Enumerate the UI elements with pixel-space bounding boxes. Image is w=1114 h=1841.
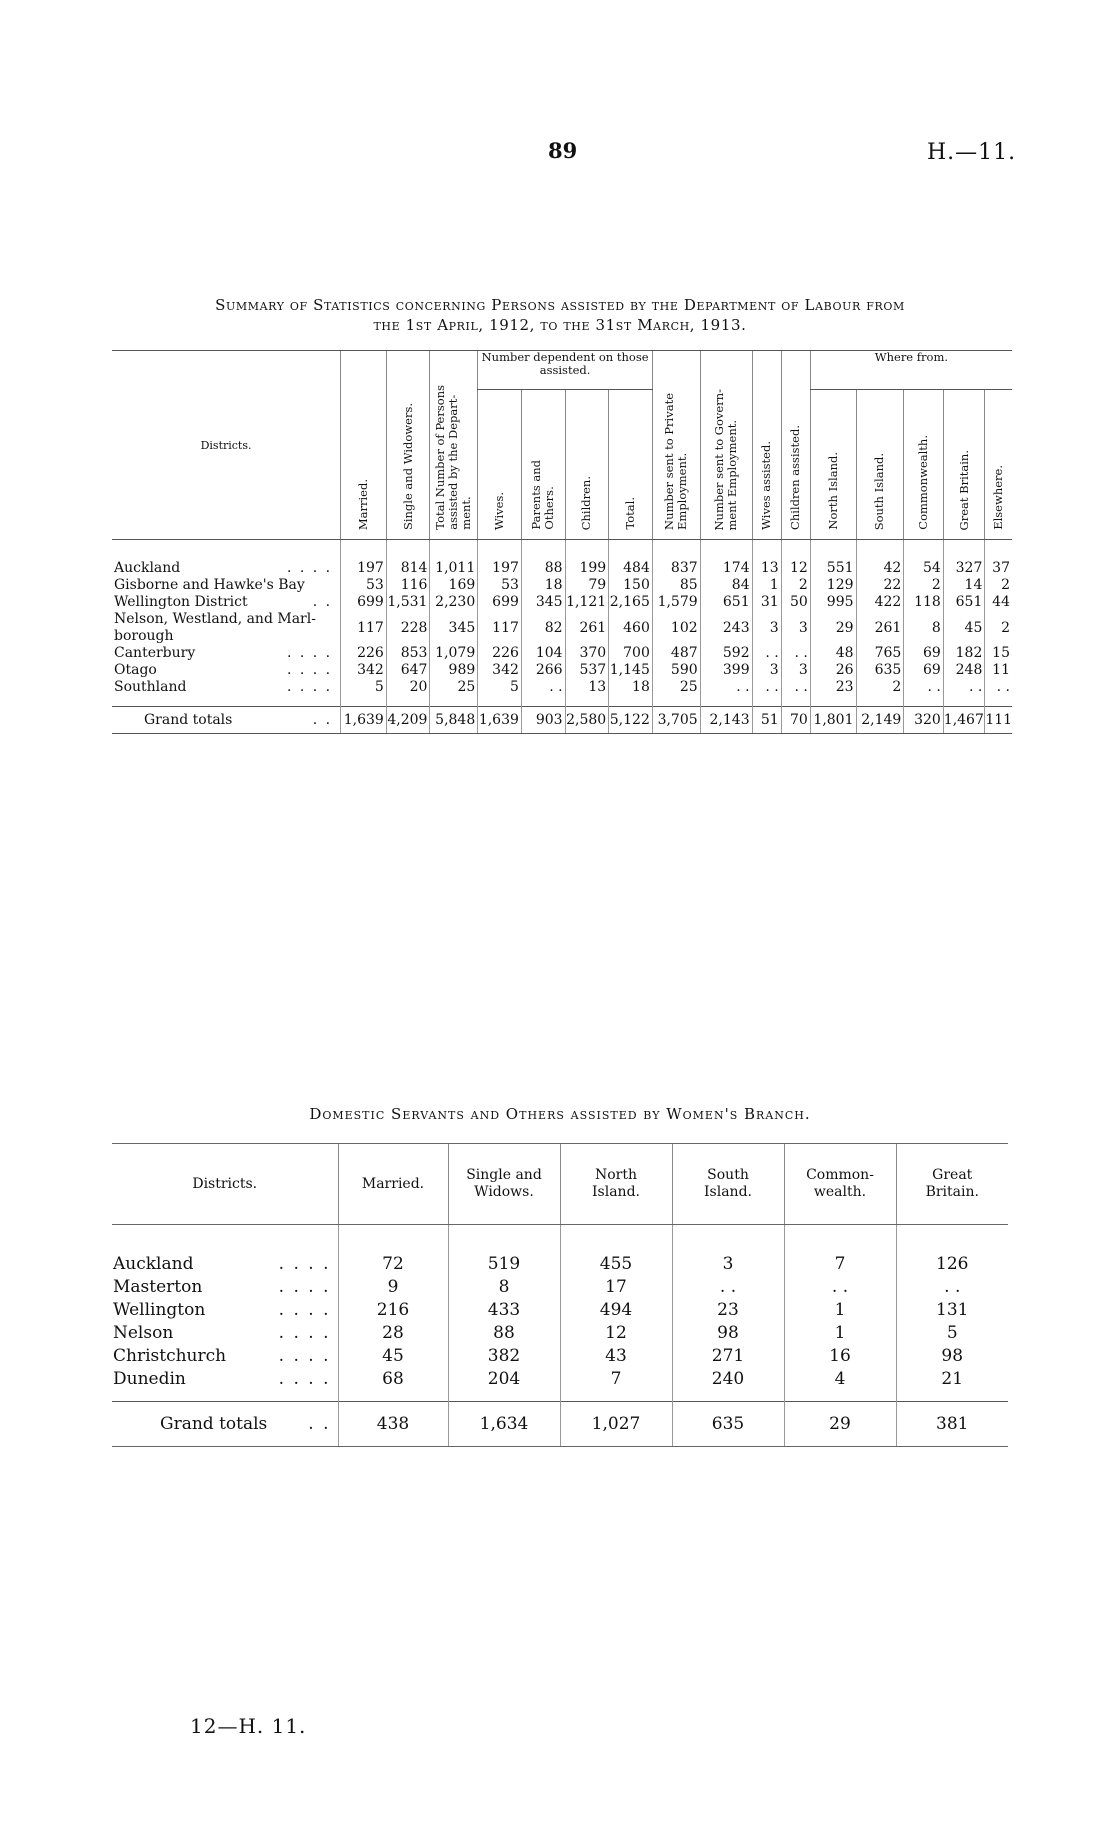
district-label: Masterton — [113, 1277, 203, 1297]
value-cell: 12 — [560, 1322, 672, 1345]
value-cell: 2,149 — [856, 707, 904, 734]
table-row — [112, 560, 1012, 577]
value-cell: 16 — [784, 1345, 896, 1368]
value-cell: 2,165 — [609, 594, 653, 611]
value-cell: 98 — [672, 1322, 784, 1345]
leader-dots: . . . . — [278, 1277, 331, 1297]
table-row — [112, 662, 1012, 679]
value-cell: 15 — [985, 645, 1012, 662]
value-cell: 131 — [896, 1299, 1008, 1322]
value-cell: 1,079 — [430, 645, 478, 662]
value-cell: 261 — [856, 611, 904, 645]
header-where-from-group: Where from. — [810, 351, 1012, 390]
value-cell: 18 — [521, 577, 565, 594]
header-wives-assisted: Wives assisted. — [752, 351, 781, 540]
value-cell: 43 — [560, 1345, 672, 1368]
leader-dots: . . . . — [286, 679, 333, 695]
value-cell: 216 — [338, 1299, 448, 1322]
district-label: Nelson — [113, 1323, 174, 1343]
value-cell: 2,230 — [430, 594, 478, 611]
grand-totals-row — [112, 1402, 1008, 1447]
value-cell: 765 — [856, 645, 904, 662]
leader-dots: . . . . — [278, 1254, 331, 1274]
value-cell: 25 — [652, 679, 700, 696]
value-cell: 85 — [652, 577, 700, 594]
value-cell: 42 — [856, 560, 904, 577]
value-cell: 537 — [565, 662, 609, 679]
domestic-servants-table — [112, 1143, 1008, 1447]
value-cell: 382 — [448, 1345, 560, 1368]
value-cell: 228 — [386, 611, 430, 645]
value-cell: 3 — [752, 662, 781, 679]
value-cell: . . — [700, 679, 752, 696]
district-label: Nelson, Westland, and Marl-borough — [114, 611, 316, 644]
value-cell: 197 — [478, 560, 522, 577]
value-cell: 98 — [896, 1345, 1008, 1368]
value-cell: 903 — [521, 707, 565, 734]
value-cell: 5 — [478, 679, 522, 696]
value-cell: 460 — [609, 611, 653, 645]
value-cell: 635 — [672, 1402, 784, 1447]
value-cell: 837 — [652, 560, 700, 577]
value-cell: 17 — [560, 1276, 672, 1299]
district-label: Wellington — [113, 1300, 206, 1320]
column-header: Districts. — [112, 1144, 338, 1225]
value-cell: 68 — [338, 1368, 448, 1391]
value-cell: 69 — [904, 645, 943, 662]
table-row — [112, 1276, 1008, 1299]
district-cell — [112, 560, 341, 577]
value-cell: 5 — [896, 1322, 1008, 1345]
value-cell: 37 — [985, 560, 1012, 577]
header-children-assisted: Children assisted. — [781, 351, 810, 540]
value-cell: 1,579 — [652, 594, 700, 611]
header-total-persons: Total Number of Persons assisted by the Depart- ment. — [430, 351, 478, 540]
value-cell: 651 — [943, 594, 985, 611]
table2-title: Domestic Servants and Others assisted by Women's Branch. — [309, 1105, 811, 1123]
header-commonwealth: Commonwealth. — [904, 390, 943, 540]
value-cell: 31 — [752, 594, 781, 611]
leader-dots: . . . . — [286, 662, 333, 678]
table-row — [112, 645, 1012, 662]
header-wives: Wives. — [478, 390, 522, 540]
table1-title-line1: Summary of Statistics concerning Persons assisted by the Department of Labour from — [215, 296, 905, 314]
district-cell — [112, 1368, 338, 1391]
value-cell: 7 — [784, 1253, 896, 1276]
value-cell: 699 — [478, 594, 522, 611]
value-cell: 4,209 — [386, 707, 430, 734]
value-cell: 69 — [904, 662, 943, 679]
value-cell: 117 — [341, 611, 387, 645]
value-cell: 345 — [430, 611, 478, 645]
value-cell: 1,027 — [560, 1402, 672, 1447]
value-cell: 494 — [560, 1299, 672, 1322]
column-header: North Island. — [560, 1144, 672, 1225]
value-cell: 1,801 — [810, 707, 856, 734]
value-cell: . . — [784, 1276, 896, 1299]
value-cell: 70 — [781, 707, 810, 734]
value-cell: 2 — [985, 611, 1012, 645]
value-cell: 1,531 — [386, 594, 430, 611]
value-cell: 2,143 — [700, 707, 752, 734]
value-cell: 54 — [904, 560, 943, 577]
spacer-row — [112, 696, 1012, 707]
value-cell: 3,705 — [652, 707, 700, 734]
value-cell: 2,580 — [565, 707, 609, 734]
value-cell: 989 — [430, 662, 478, 679]
district-label: Wellington District — [114, 594, 248, 610]
value-cell: 345 — [521, 594, 565, 611]
header-married: Married. — [341, 351, 387, 540]
value-cell: 248 — [943, 662, 985, 679]
value-cell: 14 — [943, 577, 985, 594]
value-cell: 635 — [856, 662, 904, 679]
value-cell: 438 — [338, 1402, 448, 1447]
value-cell: 1,639 — [341, 707, 387, 734]
value-cell: 261 — [565, 611, 609, 645]
value-cell: 51 — [752, 707, 781, 734]
value-cell: 487 — [652, 645, 700, 662]
value-cell: 2 — [781, 577, 810, 594]
value-cell: 28 — [338, 1322, 448, 1345]
value-cell: 271 — [672, 1345, 784, 1368]
district-label: Auckland — [113, 1254, 194, 1274]
value-cell: 1 — [752, 577, 781, 594]
header-great-britain: Great Britain. — [943, 390, 985, 540]
value-cell: 20 — [386, 679, 430, 696]
district-label: Dunedin — [113, 1369, 186, 1389]
value-cell: 3 — [781, 611, 810, 645]
value-cell: 23 — [672, 1299, 784, 1322]
value-cell: 5,848 — [430, 707, 478, 734]
value-cell: 2 — [985, 577, 1012, 594]
value-cell: 455 — [560, 1253, 672, 1276]
value-cell: 79 — [565, 577, 609, 594]
value-cell: 1,467 — [943, 707, 985, 734]
value-cell: 1 — [784, 1322, 896, 1345]
value-cell: 1,145 — [609, 662, 653, 679]
leader-dots: . . . . — [278, 1300, 331, 1320]
leader-dots: . . . . — [286, 560, 333, 576]
value-cell: 1,121 — [565, 594, 609, 611]
value-cell: 4 — [784, 1368, 896, 1391]
value-cell: 7 — [560, 1368, 672, 1391]
value-cell: 226 — [478, 645, 522, 662]
value-cell: 1 — [784, 1299, 896, 1322]
spacer-row — [112, 540, 1012, 561]
value-cell: 551 — [810, 560, 856, 577]
value-cell: . . — [943, 679, 985, 696]
value-cell: 266 — [521, 662, 565, 679]
value-cell: 327 — [943, 560, 985, 577]
district-cell — [112, 1402, 338, 1447]
value-cell: 48 — [810, 645, 856, 662]
value-cell: 82 — [521, 611, 565, 645]
district-label: Christchurch — [113, 1346, 227, 1366]
value-cell: 11 — [985, 662, 1012, 679]
value-cell: 5,122 — [609, 707, 653, 734]
value-cell: 8 — [448, 1276, 560, 1299]
value-cell: 2 — [856, 679, 904, 696]
district-cell — [112, 577, 341, 594]
value-cell: 590 — [652, 662, 700, 679]
leader-dots: . . . . — [278, 1346, 331, 1366]
value-cell: 18 — [609, 679, 653, 696]
value-cell: 3 — [781, 662, 810, 679]
value-cell: 116 — [386, 577, 430, 594]
leader-dots: . . — [312, 711, 333, 728]
value-cell: . . — [521, 679, 565, 696]
value-cell: 342 — [341, 662, 387, 679]
footer-mark: 12—H. 11. — [190, 1714, 307, 1738]
value-cell: 240 — [672, 1368, 784, 1391]
value-cell: 243 — [700, 611, 752, 645]
district-label: Southland — [114, 679, 187, 695]
table-row — [112, 1345, 1008, 1368]
value-cell: 45 — [943, 611, 985, 645]
district-cell — [112, 611, 341, 645]
district-label: Grand totals — [144, 711, 233, 728]
value-cell: 342 — [478, 662, 522, 679]
value-cell: 45 — [338, 1345, 448, 1368]
column-header: Great Britain. — [896, 1144, 1008, 1225]
value-cell: 433 — [448, 1299, 560, 1322]
value-cell: 126 — [896, 1253, 1008, 1276]
value-cell: 13 — [752, 560, 781, 577]
value-cell: 853 — [386, 645, 430, 662]
value-cell: 88 — [521, 560, 565, 577]
value-cell: 21 — [896, 1368, 1008, 1391]
column-header: Single and Widows. — [448, 1144, 560, 1225]
header-total: Total. — [609, 390, 653, 540]
value-cell: 150 — [609, 577, 653, 594]
value-cell: 13 — [565, 679, 609, 696]
district-cell — [112, 1299, 338, 1322]
value-cell: 381 — [896, 1402, 1008, 1447]
value-cell: 53 — [478, 577, 522, 594]
table-row — [112, 594, 1012, 611]
district-cell — [112, 1253, 338, 1276]
district-cell — [112, 1345, 338, 1368]
statistics-table — [112, 350, 1012, 734]
value-cell: 1,634 — [448, 1402, 560, 1447]
table1-title — [100, 295, 1020, 335]
value-cell: 174 — [700, 560, 752, 577]
header-south-island: South Island. — [856, 390, 904, 540]
district-cell — [112, 679, 341, 696]
value-cell: 651 — [700, 594, 752, 611]
header-elsewhere: Elsewhere. — [985, 390, 1012, 540]
value-cell: 814 — [386, 560, 430, 577]
value-cell: 422 — [856, 594, 904, 611]
table-row — [112, 1322, 1008, 1345]
header-north-island: North Island. — [810, 390, 856, 540]
value-cell: 169 — [430, 577, 478, 594]
value-cell: . . — [752, 679, 781, 696]
leader-dots: . . . . — [278, 1323, 331, 1343]
table1-title-line2: the 1st April, 1912, to the 31st March, 1913. — [373, 316, 747, 334]
value-cell: 592 — [700, 645, 752, 662]
district-label: Grand totals — [160, 1413, 268, 1434]
value-cell: . . — [752, 645, 781, 662]
value-cell: 197 — [341, 560, 387, 577]
leader-dots: . . — [308, 1413, 331, 1434]
column-header: Married. — [338, 1144, 448, 1225]
district-cell — [112, 1322, 338, 1345]
value-cell: 22 — [856, 577, 904, 594]
district-label: Canterbury — [114, 645, 196, 661]
value-cell: . . — [896, 1276, 1008, 1299]
leader-dots: . . — [312, 594, 333, 610]
value-cell: 1,011 — [430, 560, 478, 577]
value-cell: 399 — [700, 662, 752, 679]
table-row — [112, 1299, 1008, 1322]
value-cell: 647 — [386, 662, 430, 679]
table-row — [112, 577, 1012, 594]
value-cell: . . — [672, 1276, 784, 1299]
value-cell: 519 — [448, 1253, 560, 1276]
value-cell: 8 — [904, 611, 943, 645]
value-cell: 72 — [338, 1253, 448, 1276]
value-cell: 2 — [904, 577, 943, 594]
value-cell: 226 — [341, 645, 387, 662]
value-cell: 1,639 — [478, 707, 522, 734]
value-cell: 484 — [609, 560, 653, 577]
value-cell: . . — [781, 679, 810, 696]
district-cell — [112, 594, 341, 611]
value-cell: 111 — [985, 707, 1012, 734]
header-private: Number sent to Private Employment. — [652, 351, 700, 540]
value-cell: 25 — [430, 679, 478, 696]
value-cell: 370 — [565, 645, 609, 662]
value-cell: 3 — [672, 1253, 784, 1276]
value-cell: 102 — [652, 611, 700, 645]
header-districts: Districts. — [112, 351, 341, 540]
value-cell: 5 — [341, 679, 387, 696]
district-cell — [112, 662, 341, 679]
value-cell: . . — [985, 679, 1012, 696]
value-cell: 29 — [810, 611, 856, 645]
value-cell: 53 — [341, 577, 387, 594]
value-cell: 9 — [338, 1276, 448, 1299]
value-cell: 699 — [341, 594, 387, 611]
district-label: Auckland — [114, 560, 181, 576]
value-cell: 23 — [810, 679, 856, 696]
page-number: 89 — [548, 138, 578, 163]
value-cell: 129 — [810, 577, 856, 594]
report-code: H.—11. — [927, 140, 1017, 165]
table-row — [112, 679, 1012, 696]
value-cell: 995 — [810, 594, 856, 611]
value-cell: 88 — [448, 1322, 560, 1345]
value-cell: 118 — [904, 594, 943, 611]
table-row — [112, 611, 1012, 645]
value-cell: 320 — [904, 707, 943, 734]
district-label: Gisborne and Hawke's Bay — [114, 577, 305, 593]
value-cell: 104 — [521, 645, 565, 662]
header-government: Number sent to Govern- ment Employment. — [700, 351, 752, 540]
header-parents: Parents and Others. — [521, 390, 565, 540]
header-single: Single and Widowers. — [386, 351, 430, 540]
header-dependent-group: Number dependent on those assisted. — [478, 351, 653, 390]
value-cell: 84 — [700, 577, 752, 594]
grand-totals-row — [112, 707, 1012, 734]
value-cell: 12 — [781, 560, 810, 577]
value-cell: . . — [904, 679, 943, 696]
district-cell — [112, 645, 341, 662]
leader-dots: . . . . — [278, 1369, 331, 1389]
column-header: South Island. — [672, 1144, 784, 1225]
value-cell: 199 — [565, 560, 609, 577]
district-cell — [112, 707, 341, 734]
header-children: Children. — [565, 390, 609, 540]
value-cell: 204 — [448, 1368, 560, 1391]
leader-dots: . . . . — [286, 645, 333, 661]
district-label: Otago — [114, 662, 157, 678]
spacer-row — [112, 1225, 1008, 1254]
district-cell — [112, 1276, 338, 1299]
table-row — [112, 1368, 1008, 1391]
value-cell: 3 — [752, 611, 781, 645]
spacer-row — [112, 1391, 1008, 1402]
value-cell: . . — [781, 645, 810, 662]
value-cell: 50 — [781, 594, 810, 611]
table-row — [112, 1253, 1008, 1276]
value-cell: 29 — [784, 1402, 896, 1447]
value-cell: 26 — [810, 662, 856, 679]
value-cell: 182 — [943, 645, 985, 662]
value-cell: 700 — [609, 645, 653, 662]
column-header: Common- wealth. — [784, 1144, 896, 1225]
value-cell: 44 — [985, 594, 1012, 611]
value-cell: 117 — [478, 611, 522, 645]
